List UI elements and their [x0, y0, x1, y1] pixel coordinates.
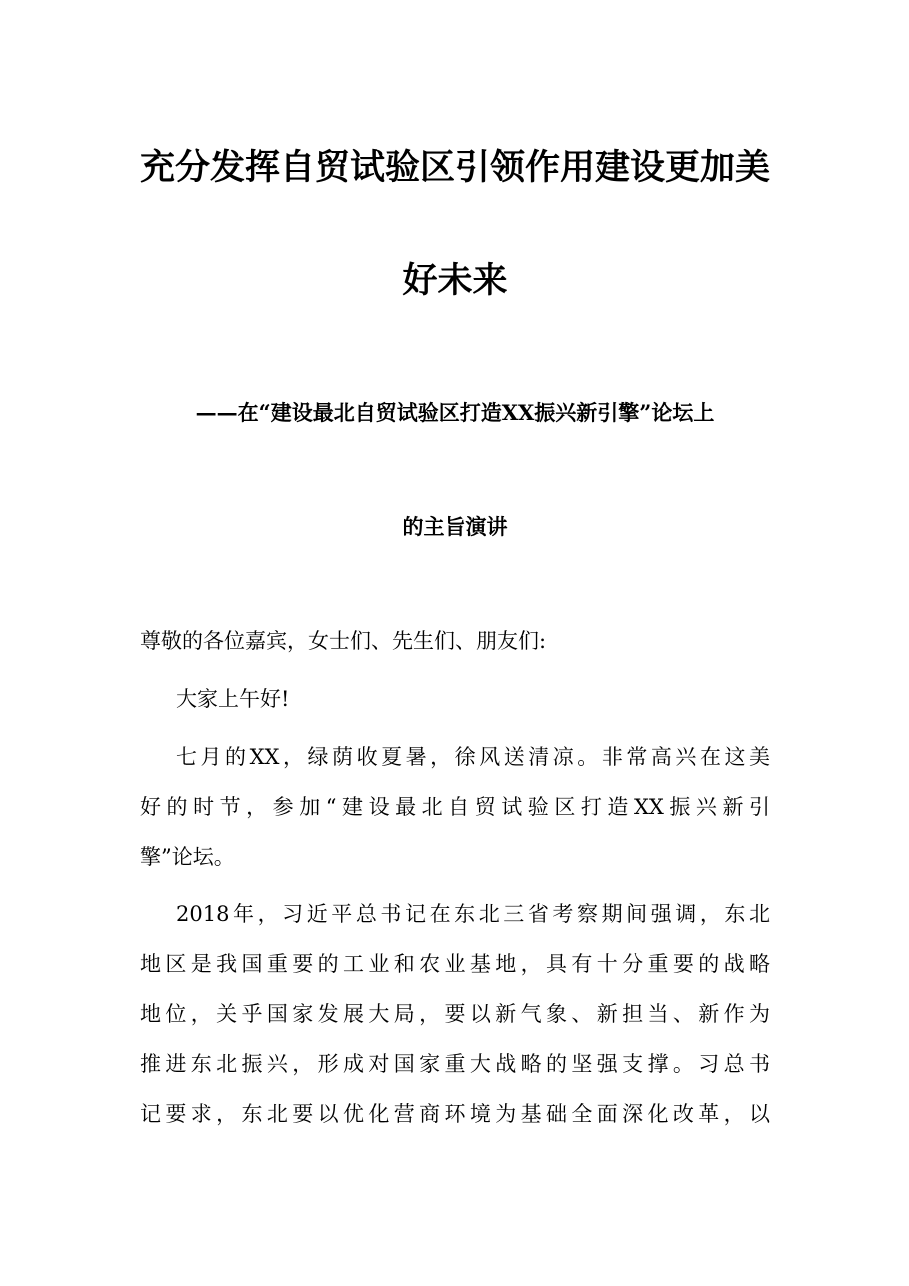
document-title-line-1: 充分发挥自贸试验区引领作用建设更加美	[140, 148, 771, 188]
paragraph-2-line-1: 2018年，习近平总书记在东北三省考察期间强调，东北	[176, 902, 770, 926]
paragraph-2-line-5: 记要求，东北要以优化营商环境为基础全面深化改革，以	[140, 1102, 770, 1126]
paragraph-1-line-1: 七月的XX，绿荫收夏暑，徐风送清凉。非常高兴在这美	[176, 745, 770, 769]
paragraph-2-line-3: 地位，关乎国家发展大局，要以新气象、新担当、新作为	[140, 1002, 770, 1026]
document-subtitle-line-1: ——在“建设最北自贸试验区打造XX振兴新引擎”论坛上	[195, 400, 715, 425]
document-subtitle-line-2: 的主旨演讲	[402, 514, 508, 539]
paragraph-1-line-2: 好的时节，参加“建设最北自贸试验区打造XX振兴新引	[140, 795, 770, 819]
salutation: 尊敬的各位嘉宾，女士们、先生们、朋友们:	[140, 629, 547, 653]
paragraph-1-line-3: 擎”论坛。	[140, 845, 235, 869]
paragraph-2-line-2: 地区是我国重要的工业和农业基地，具有十分重要的战略	[140, 952, 770, 976]
paragraph-2-line-4: 推进东北振兴，形成对国家重大战略的坚强支撑。习总书	[140, 1052, 770, 1076]
document-title-line-2: 好未来	[402, 261, 508, 301]
greeting: 大家上午好!	[176, 687, 290, 711]
